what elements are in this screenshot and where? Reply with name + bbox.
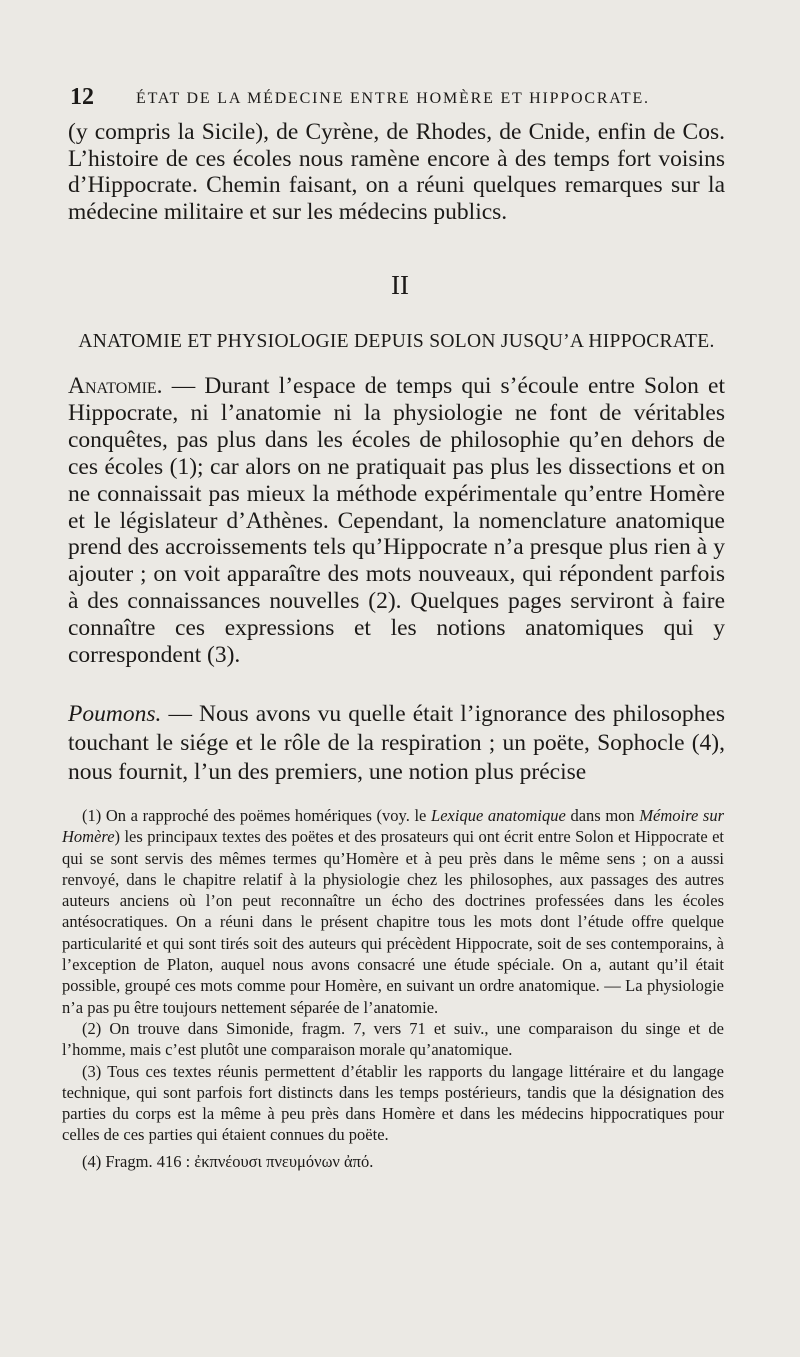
footnote-1 bbox=[62, 805, 724, 1018]
footnote-1-part-a: (1) On a rapproché des poëmes homériques (voy. le bbox=[82, 806, 432, 825]
anatomie-paragraph bbox=[68, 373, 725, 669]
footnotes bbox=[62, 805, 724, 1172]
anatomie-lead: Anatomie. bbox=[68, 373, 163, 399]
footnote-1-lexique: Lexique anatomique bbox=[431, 806, 566, 825]
anatomie-text: — Durant l’espace de temps qui s’écoule entre Solon et Hippocrate, ni l’anatomie ni la physiologie ne font de véritables conquêtes, pas plus dans les écoles de philosophie qu’en dehors de ces écoles (1); car alors on ne pratiquait pas plus les dissections et on ne connaissait pas mieux la méthode expérimentale qu’entre Homère et le législateur d’Athènes. Cependant, la nomenclature anatomique prend des accroissements tels qu’Hippocrate n’a presque plus rien à y ajouter ; on voit apparaître des mots nouveaux, qui répondent parfois à des connaissances nouvelles (2). Quelques pages serviront à faire connaître ces expressions et les notions anatomiques qui y correspondent (3). bbox=[68, 373, 725, 669]
footnote-1-part-c: ) les principaux textes des poëtes et des prosateurs qui ont écrit entre Solon et Hippocrate et qui se sont servis des mêmes termes qu’Homère et à peu près dans le même sens ; on a aussi renvoyé, dans le chapitre relatif à la physiologie chez les philosophes, aux passages des autres auteurs anciens où l’on peut reconnaître un écho des doctrines professées dans les écoles antésocratiques. On a réuni dans le présent chapitre tous les mots dont l’étude offre quelque particularité et qui sont tirés soit des auteurs qui précèdent Hippocrate, soit de ses contemporains, à l’exception de Platon, auquel nous avons consacré une étude spéciale. On a, autant qu’il était possible, groupé ces mots comme pour Homère, en suivant un ordre anatomique. — La physiologie n’a pas pu être toujours nettement séparée de l’anatomie. bbox=[62, 827, 724, 1017]
poumons-lead: Poumons. bbox=[68, 701, 162, 727]
footnote-3: (3) Tous ces textes réunis permettent d’établir les rapports du langage littéraire et du langage technique, qui sont parfois fort distincts dans les temps postérieurs, tandis que la désignation des parties du corps est la même à peu près dans Homère et dans les médecins hippocratiques pour celles de ces parties qui étaient connues du poëte. bbox=[62, 1061, 724, 1145]
section-title: ANATOMIE ET PHYSIOLOGIE DEPUIS SOLON JUSQU’A HIPPOCRATE. bbox=[78, 331, 715, 352]
poumons-paragraph bbox=[68, 700, 725, 787]
page-number: 12 bbox=[70, 84, 94, 110]
footnote-1-part-b: dans mon bbox=[565, 806, 640, 825]
poumons-text: — Nous avons vu quelle était l’ignorance des philosophes touchant le siége et le rôle de la respiration ; un poëte, Sophocle (4), nous fournit, l’un des premiers, une notion plus précise bbox=[68, 701, 725, 785]
running-header bbox=[70, 80, 730, 114]
section-number: II bbox=[391, 270, 409, 300]
intro-paragraph: (y compris la Sicile), de Cyrène, de Rhodes, de Cnide, enfin de Cos. L’histoire de ces écoles nous ramène encore à des temps fort voisins d’Hippocrate. Chemin faisant, on a réuni quelques remarques sur la médecine militaire et sur les médecins publics. bbox=[68, 119, 725, 225]
footnote-2: (2) On trouve dans Simonide, fragm. 7, vers 71 et suiv., une comparaison du singe et de l’homme, mais c’est plutôt une comparaison morale qu’anatomique. bbox=[62, 1018, 724, 1060]
running-title: ÉTAT DE LA MÉDECINE ENTRE HOMÈRE ET HIPPOCRATE. bbox=[136, 90, 650, 107]
footnote-1-memoire: Mémoire sur Homère bbox=[62, 806, 724, 847]
footnote-4: (4) Fragm. 416 : ἐκπνέουσι πνευμόνων ἀπό. bbox=[82, 1151, 374, 1171]
